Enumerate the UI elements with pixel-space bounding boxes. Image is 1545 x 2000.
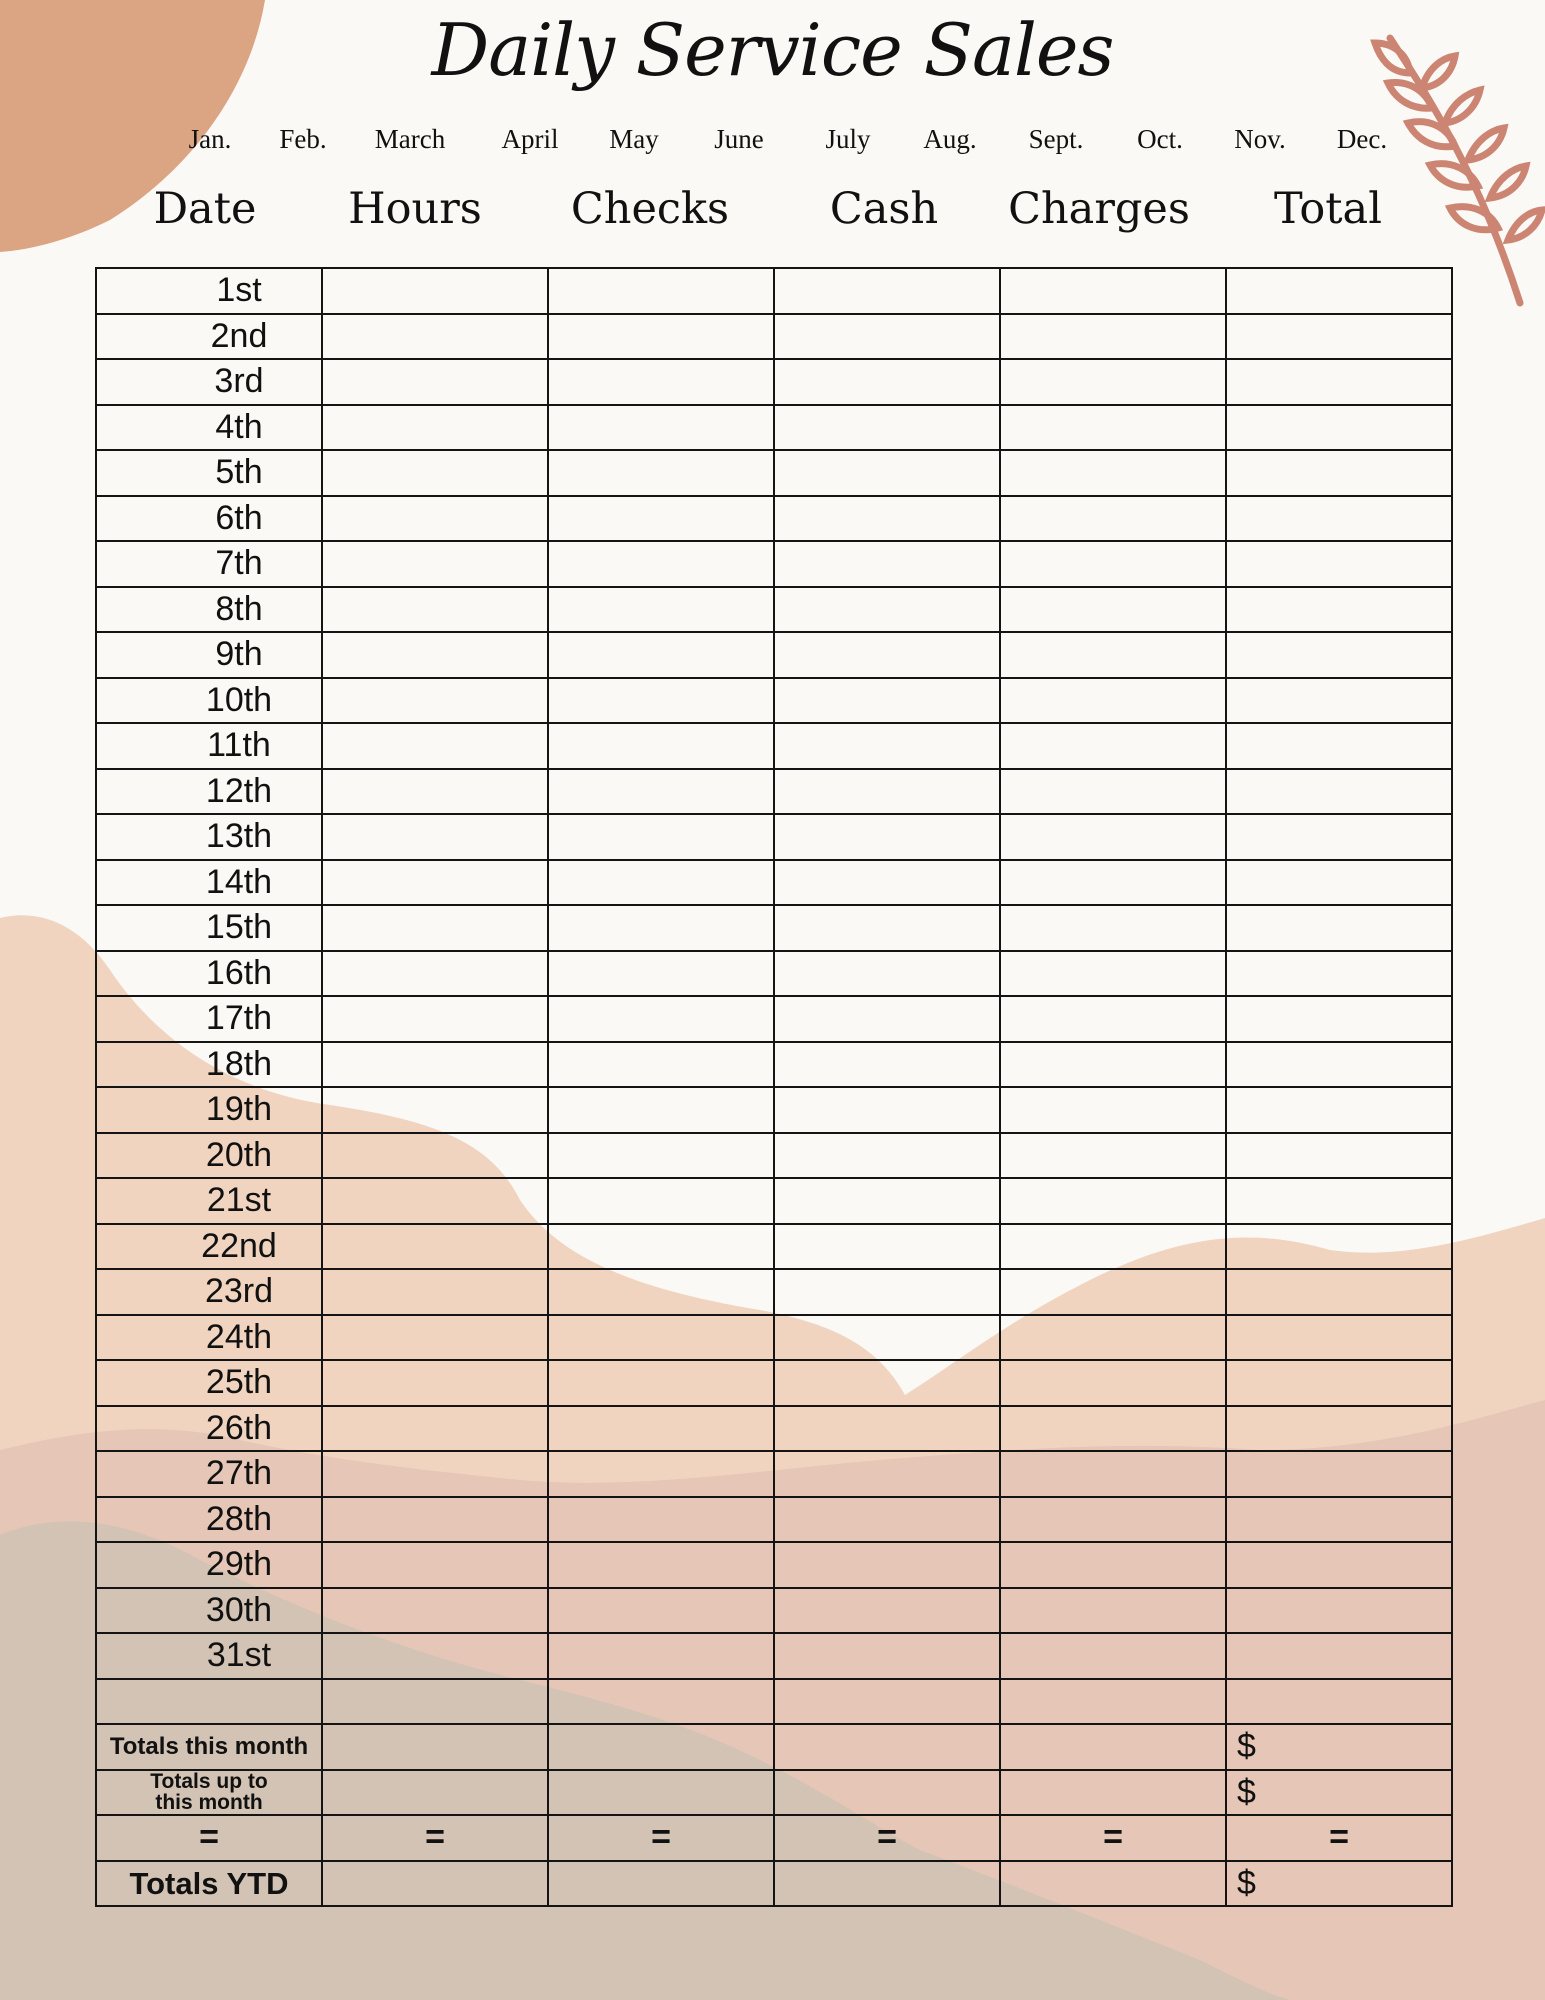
total-cell[interactable] (1226, 632, 1452, 678)
checks-cell[interactable] (548, 314, 774, 360)
day-row (96, 1315, 1452, 1361)
hours-cell[interactable] (322, 1315, 548, 1361)
hours-cell[interactable] (322, 1133, 548, 1179)
day-row (96, 405, 1452, 451)
date-cell: 8th (96, 587, 322, 633)
cash-cell[interactable] (774, 1542, 1000, 1588)
total-cell[interactable] (1226, 1360, 1452, 1406)
page-title: Daily Service Sales (431, 8, 1114, 92)
total-cell[interactable] (1226, 1633, 1452, 1679)
cash-cell[interactable] (774, 723, 1000, 769)
blank-cell[interactable] (1000, 1679, 1226, 1725)
checks-cell[interactable] (548, 1224, 774, 1270)
checks-cell[interactable] (548, 1588, 774, 1634)
column-headers (0, 184, 1545, 244)
header-date: Date (153, 184, 257, 234)
checks-cell[interactable] (548, 1360, 774, 1406)
equals-sign: = (1226, 1815, 1452, 1861)
header-cash: Cash (829, 184, 939, 234)
blank-cell[interactable] (96, 1679, 322, 1725)
total-cell[interactable] (1226, 905, 1452, 951)
hours-cell[interactable] (322, 769, 548, 815)
checks-cell[interactable] (548, 405, 774, 451)
hours-cell[interactable] (322, 814, 548, 860)
date-cell: 27th (96, 1451, 322, 1497)
total-month-total-cell[interactable] (1226, 1724, 1452, 1770)
total-cell[interactable] (1226, 860, 1452, 906)
total-cumulative-cell[interactable] (1226, 1770, 1452, 1816)
charges-cell[interactable] (1000, 541, 1226, 587)
charges-cell[interactable] (1000, 1451, 1226, 1497)
date-cell: 31st (96, 1633, 322, 1679)
charges-cumulative-cell[interactable] (1000, 1770, 1226, 1816)
blank-cell[interactable] (774, 1679, 1000, 1725)
checks-cell[interactable] (548, 1497, 774, 1543)
day-row (96, 1542, 1452, 1588)
cash-cell[interactable] (774, 1224, 1000, 1270)
cash-cell[interactable] (774, 1588, 1000, 1634)
total-cell[interactable] (1226, 769, 1452, 815)
charges-cell[interactable] (1000, 1406, 1226, 1452)
total-cell[interactable] (1226, 314, 1452, 360)
cash-cumulative-cell[interactable] (774, 1770, 1000, 1816)
charges-cell[interactable] (1000, 1224, 1226, 1270)
checks-cell[interactable] (548, 496, 774, 542)
charges-cell[interactable] (1000, 769, 1226, 815)
date-cell: 22nd (96, 1224, 322, 1270)
charges-cell[interactable] (1000, 405, 1226, 451)
date-cell: 13th (96, 814, 322, 860)
hours-cell[interactable] (322, 450, 548, 496)
charges-cell[interactable] (1000, 1497, 1226, 1543)
hours-cell[interactable] (322, 496, 548, 542)
cash-cell[interactable] (774, 951, 1000, 997)
sales-log-table (95, 267, 1453, 1907)
charges-month-total-cell[interactable] (1000, 1724, 1226, 1770)
totals-this-month-row (96, 1724, 1452, 1770)
day-row (96, 1269, 1452, 1315)
currency-sign: $ (1237, 1727, 1256, 1766)
charges-cell[interactable] (1000, 1588, 1226, 1634)
charges-cell[interactable] (1000, 587, 1226, 633)
charges-cell[interactable] (1000, 951, 1226, 997)
hours-cell[interactable] (322, 1042, 548, 1088)
header-hours: Hours (348, 184, 482, 234)
equals-sign: = (96, 1815, 322, 1861)
checks-cell[interactable] (548, 951, 774, 997)
total-cell[interactable] (1226, 1315, 1452, 1361)
charges-cell[interactable] (1000, 359, 1226, 405)
currency-sign: $ (1237, 1772, 1256, 1811)
hours-cell[interactable] (322, 632, 548, 678)
checks-cell[interactable] (548, 1178, 774, 1224)
checks-cell[interactable] (548, 1633, 774, 1679)
checks-cell[interactable] (548, 587, 774, 633)
charges-cell[interactable] (1000, 1133, 1226, 1179)
day-row (96, 587, 1452, 633)
day-row (96, 450, 1452, 496)
date-cell: 10th (96, 678, 322, 724)
cash-cell[interactable] (774, 1633, 1000, 1679)
hours-cell[interactable] (322, 1451, 548, 1497)
checks-cell[interactable] (548, 1087, 774, 1133)
total-cell[interactable] (1226, 1451, 1452, 1497)
total-cell[interactable] (1226, 541, 1452, 587)
checks-cell[interactable] (548, 1406, 774, 1452)
day-row (96, 541, 1452, 587)
month-feb[interactable]: Feb. (279, 124, 327, 154)
date-cell: 12th (96, 769, 322, 815)
total-cell[interactable] (1226, 1542, 1452, 1588)
charges-cell[interactable] (1000, 996, 1226, 1042)
cash-cell[interactable] (774, 1042, 1000, 1088)
checks-cell[interactable] (548, 723, 774, 769)
checks-cell[interactable] (548, 1315, 774, 1361)
sales-log-footer (96, 1679, 1452, 1907)
charges-cell[interactable] (1000, 268, 1226, 314)
month-selector (0, 124, 1545, 160)
total-cell[interactable] (1226, 951, 1452, 997)
total-cell[interactable] (1226, 814, 1452, 860)
charges-cell[interactable] (1000, 1633, 1226, 1679)
day-row (96, 814, 1452, 860)
hours-cell[interactable] (322, 1588, 548, 1634)
cash-cell[interactable] (774, 996, 1000, 1042)
totals-up-to-month-label (96, 1770, 322, 1816)
totals-this-month-label: Totals this month (96, 1724, 322, 1770)
charges-cell[interactable] (1000, 860, 1226, 906)
hours-cumulative-cell[interactable] (322, 1770, 548, 1816)
total-ytd-cell[interactable] (1226, 1861, 1452, 1907)
charges-cell[interactable] (1000, 905, 1226, 951)
total-cell[interactable] (1226, 678, 1452, 724)
cash-cell[interactable] (774, 814, 1000, 860)
cash-cell[interactable] (774, 905, 1000, 951)
month-april[interactable]: April (501, 124, 559, 154)
month-dec[interactable]: Dec. (1336, 124, 1388, 154)
header-charges: Charges (1008, 184, 1190, 234)
total-cell[interactable] (1226, 723, 1452, 769)
charges-cell[interactable] (1000, 814, 1226, 860)
date-cell: 14th (96, 860, 322, 906)
total-cell[interactable] (1226, 996, 1452, 1042)
hours-cell[interactable] (322, 860, 548, 906)
hours-cell[interactable] (322, 905, 548, 951)
total-cell[interactable] (1226, 268, 1452, 314)
checks-cell[interactable] (548, 632, 774, 678)
charges-cell[interactable] (1000, 1178, 1226, 1224)
date-cell: 11th (96, 723, 322, 769)
cash-cell[interactable] (774, 1315, 1000, 1361)
blank-cell[interactable] (548, 1679, 774, 1725)
day-row (96, 1178, 1452, 1224)
total-cell[interactable] (1226, 359, 1452, 405)
hours-cell[interactable] (322, 405, 548, 451)
charges-cell[interactable] (1000, 678, 1226, 724)
cash-cell[interactable] (774, 1133, 1000, 1179)
day-row (96, 678, 1452, 724)
hours-cell[interactable] (322, 1269, 548, 1315)
month-oct[interactable]: Oct. (1137, 124, 1183, 154)
hours-month-total-cell[interactable] (322, 1724, 548, 1770)
date-cell: 20th (96, 1133, 322, 1179)
month-may[interactable]: May (609, 124, 659, 154)
charges-cell[interactable] (1000, 1360, 1226, 1406)
hours-cell[interactable] (322, 996, 548, 1042)
checks-cell[interactable] (548, 860, 774, 906)
cash-cell[interactable] (774, 1406, 1000, 1452)
month-sept[interactable]: Sept. (1028, 124, 1084, 154)
date-cell: 6th (96, 496, 322, 542)
day-row (96, 1360, 1452, 1406)
month-jan[interactable]: Jan. (188, 124, 232, 154)
blank-row (96, 1679, 1452, 1725)
cash-cell[interactable] (774, 496, 1000, 542)
cash-cell[interactable] (774, 541, 1000, 587)
checks-cell[interactable] (548, 359, 774, 405)
charges-cell[interactable] (1000, 1042, 1226, 1088)
day-row (96, 1133, 1452, 1179)
month-july[interactable]: July (825, 124, 871, 154)
day-row (96, 1087, 1452, 1133)
total-cell[interactable] (1226, 1406, 1452, 1452)
equals-sign: = (322, 1815, 548, 1861)
totals-up-to-line1: Totals up to (150, 1770, 268, 1794)
total-cell[interactable] (1226, 450, 1452, 496)
month-nov[interactable]: Nov. (1234, 124, 1286, 154)
day-row (96, 769, 1452, 815)
sales-log-body (96, 268, 1452, 1679)
total-cell[interactable] (1226, 1087, 1452, 1133)
equals-row (96, 1815, 1452, 1861)
checks-cell[interactable] (548, 1451, 774, 1497)
hours-cell[interactable] (322, 541, 548, 587)
cash-ytd-cell[interactable] (774, 1861, 1000, 1907)
cash-cell[interactable] (774, 1269, 1000, 1315)
hours-cell[interactable] (322, 314, 548, 360)
day-row (96, 1588, 1452, 1634)
total-cell[interactable] (1226, 1588, 1452, 1634)
equals-sign: = (774, 1815, 1000, 1861)
totals-up-to-line2: this month (155, 1791, 263, 1815)
hours-cell[interactable] (322, 1360, 548, 1406)
day-row (96, 1406, 1452, 1452)
date-cell: 17th (96, 996, 322, 1042)
charges-cell[interactable] (1000, 723, 1226, 769)
date-cell: 2nd (96, 314, 322, 360)
date-cell: 7th (96, 541, 322, 587)
checks-cumulative-cell[interactable] (548, 1770, 774, 1816)
day-row (96, 723, 1452, 769)
equals-sign: = (1000, 1815, 1226, 1861)
day-row (96, 632, 1452, 678)
date-cell: 5th (96, 450, 322, 496)
charges-cell[interactable] (1000, 496, 1226, 542)
month-june[interactable]: June (714, 124, 764, 154)
cash-cell[interactable] (774, 587, 1000, 633)
total-cell[interactable] (1226, 587, 1452, 633)
date-cell: 25th (96, 1360, 322, 1406)
charges-cell[interactable] (1000, 314, 1226, 360)
checks-cell[interactable] (548, 769, 774, 815)
hours-cell[interactable] (322, 1087, 548, 1133)
cash-cell[interactable] (774, 678, 1000, 724)
date-cell: 15th (96, 905, 322, 951)
date-cell: 9th (96, 632, 322, 678)
day-row (96, 1451, 1452, 1497)
month-aug[interactable]: Aug. (923, 124, 977, 154)
day-row (96, 496, 1452, 542)
day-row (96, 268, 1452, 314)
hours-cell[interactable] (322, 1406, 548, 1452)
date-cell: 19th (96, 1087, 322, 1133)
equals-sign: = (548, 1815, 774, 1861)
cash-cell[interactable] (774, 1087, 1000, 1133)
total-cell[interactable] (1226, 1042, 1452, 1088)
totals-up-to-month-row (96, 1770, 1452, 1816)
date-cell: 28th (96, 1497, 322, 1543)
cash-cell[interactable] (774, 632, 1000, 678)
total-cell[interactable] (1226, 1224, 1452, 1270)
cash-cell[interactable] (774, 769, 1000, 815)
charges-cell[interactable] (1000, 1542, 1226, 1588)
total-cell[interactable] (1226, 496, 1452, 542)
checks-cell[interactable] (548, 268, 774, 314)
day-row (96, 1042, 1452, 1088)
hours-cell[interactable] (322, 1497, 548, 1543)
checks-cell[interactable] (548, 814, 774, 860)
day-row (96, 905, 1452, 951)
charges-cell[interactable] (1000, 1315, 1226, 1361)
cash-month-total-cell[interactable] (774, 1724, 1000, 1770)
date-cell: 29th (96, 1542, 322, 1588)
checks-cell[interactable] (548, 541, 774, 587)
cash-cell[interactable] (774, 1360, 1000, 1406)
hours-ytd-cell[interactable] (322, 1861, 548, 1907)
date-cell: 24th (96, 1315, 322, 1361)
total-cell[interactable] (1226, 1133, 1452, 1179)
checks-cell[interactable] (548, 905, 774, 951)
day-row (96, 314, 1452, 360)
day-row (96, 860, 1452, 906)
checks-cell[interactable] (548, 450, 774, 496)
cash-cell[interactable] (774, 314, 1000, 360)
day-row (96, 996, 1452, 1042)
cash-cell[interactable] (774, 450, 1000, 496)
date-cell: 1st (96, 268, 322, 314)
hours-cell[interactable] (322, 1542, 548, 1588)
date-cell: 4th (96, 405, 322, 451)
header-checks: Checks (570, 184, 730, 234)
day-row (96, 951, 1452, 997)
hours-cell[interactable] (322, 587, 548, 633)
checks-cell[interactable] (548, 1542, 774, 1588)
checks-cell[interactable] (548, 1042, 774, 1088)
hours-cell[interactable] (322, 1178, 548, 1224)
day-row (96, 1224, 1452, 1270)
hours-cell[interactable] (322, 268, 548, 314)
charges-cell[interactable] (1000, 1087, 1226, 1133)
cash-cell[interactable] (774, 405, 1000, 451)
totals-ytd-label: Totals YTD (96, 1861, 322, 1907)
hours-cell[interactable] (322, 678, 548, 724)
hours-cell[interactable] (322, 951, 548, 997)
charges-ytd-cell[interactable] (1000, 1861, 1226, 1907)
cash-cell[interactable] (774, 860, 1000, 906)
date-cell: 21st (96, 1178, 322, 1224)
cash-cell[interactable] (774, 1178, 1000, 1224)
hours-cell[interactable] (322, 723, 548, 769)
cash-cell[interactable] (774, 1497, 1000, 1543)
day-row (96, 359, 1452, 405)
date-cell: 26th (96, 1406, 322, 1452)
checks-cell[interactable] (548, 1133, 774, 1179)
hours-cell[interactable] (322, 359, 548, 405)
total-cell[interactable] (1226, 1178, 1452, 1224)
checks-cell[interactable] (548, 1269, 774, 1315)
charges-cell[interactable] (1000, 632, 1226, 678)
date-cell: 3rd (96, 359, 322, 405)
hours-cell[interactable] (322, 1633, 548, 1679)
month-march[interactable]: March (374, 124, 446, 154)
cash-cell[interactable] (774, 1451, 1000, 1497)
date-cell: 30th (96, 1588, 322, 1634)
checks-month-total-cell[interactable] (548, 1724, 774, 1770)
day-row (96, 1497, 1452, 1543)
total-cell[interactable] (1226, 1497, 1452, 1543)
header-total: Total (1274, 184, 1382, 234)
charges-cell[interactable] (1000, 1269, 1226, 1315)
currency-sign: $ (1237, 1863, 1256, 1902)
hours-cell[interactable] (322, 1224, 548, 1270)
total-cell[interactable] (1226, 405, 1452, 451)
date-cell: 23rd (96, 1269, 322, 1315)
cash-cell[interactable] (774, 268, 1000, 314)
blank-cell[interactable] (1226, 1679, 1452, 1725)
totals-ytd-row (96, 1861, 1452, 1907)
blank-cell[interactable] (322, 1679, 548, 1725)
cash-cell[interactable] (774, 359, 1000, 405)
date-cell: 18th (96, 1042, 322, 1088)
checks-cell[interactable] (548, 996, 774, 1042)
date-cell: 16th (96, 951, 322, 997)
checks-ytd-cell[interactable] (548, 1861, 774, 1907)
total-cell[interactable] (1226, 1269, 1452, 1315)
checks-cell[interactable] (548, 678, 774, 724)
day-row (96, 1633, 1452, 1679)
charges-cell[interactable] (1000, 450, 1226, 496)
